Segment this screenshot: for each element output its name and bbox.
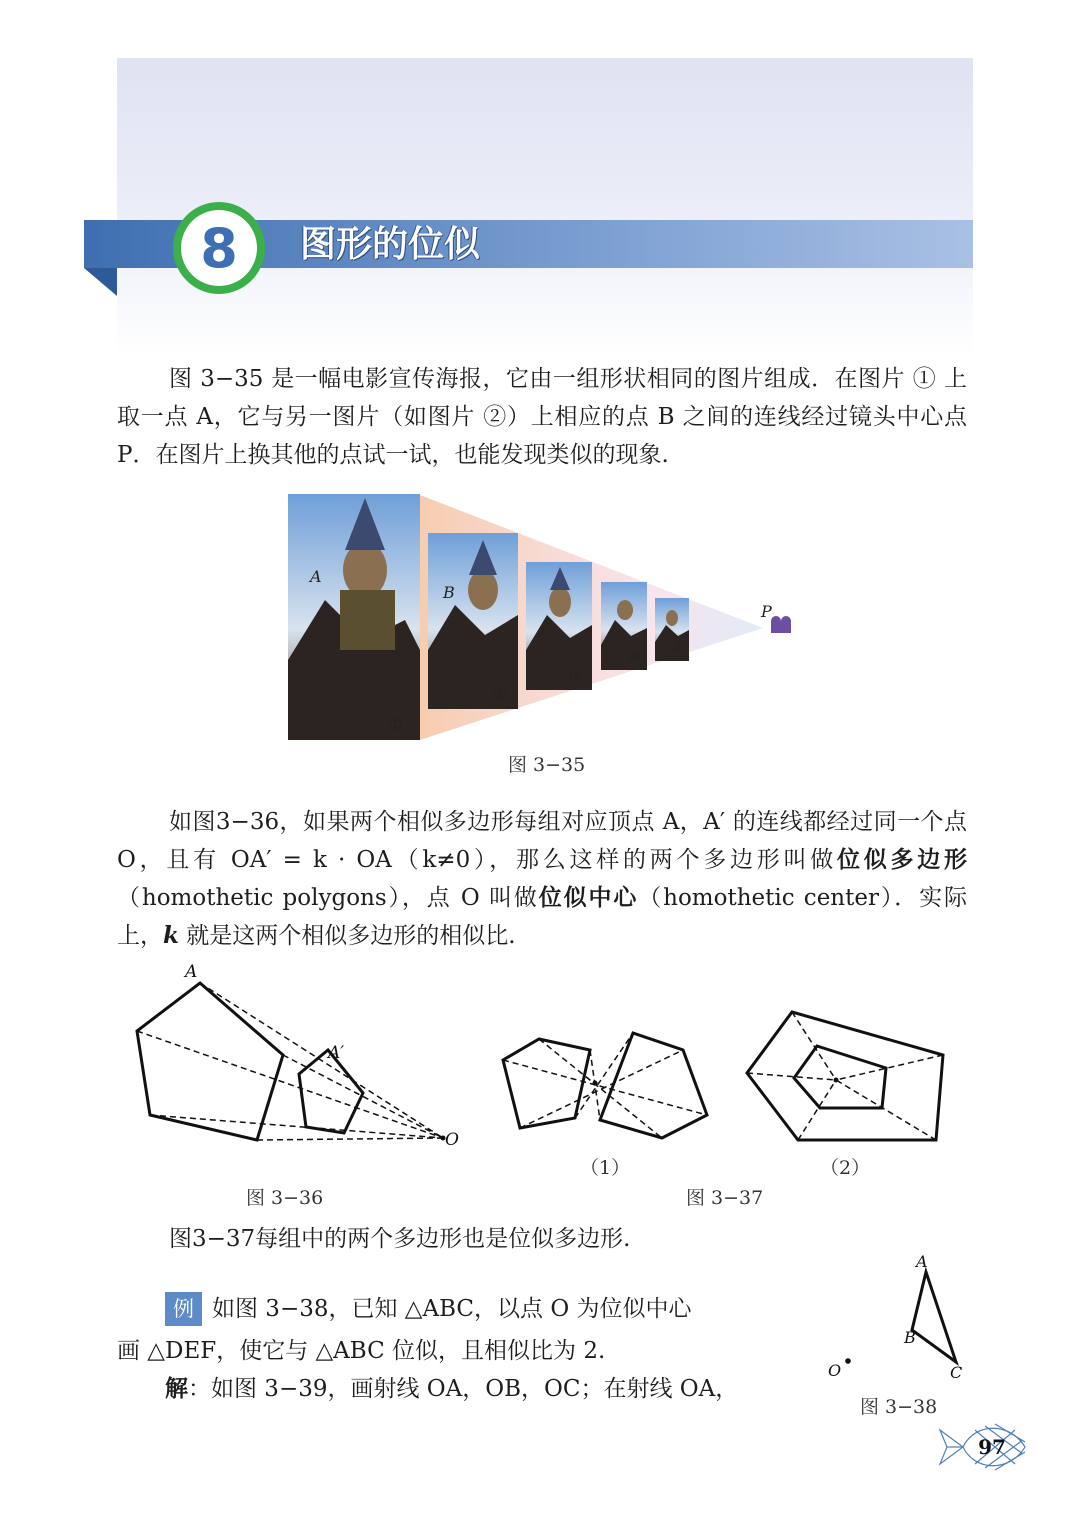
figure-3-37-1-diagram [495,1025,715,1150]
example-text-1: 如图 3−38，已知 △ABC，以点 O 为位似中心 [212,1296,692,1322]
section-number-badge [173,202,265,294]
definition-part-4: 就是这两个相似多边形的相似比. [178,923,516,949]
definition-part-1: 如图3−36，如果两个相似多边形每组对应顶点 A，A′ 的连线都经过同一个点 O，且有 OA′ = k · OA（k≠0），那么这样的两个多边形叫做 [117,809,967,873]
label-o: O [445,1130,459,1150]
picture-label-4: ④ [627,647,642,666]
definition-paragraph [117,803,967,955]
point-label-p: P [761,602,772,621]
solution-line [117,1370,777,1408]
figure-3-37-caption: 图 3−37 [686,1187,764,1209]
example-line-1 [117,1290,777,1328]
figure-3-36-caption: 图 3−36 [246,1187,324,1209]
page-number-fish-emblem [935,1418,1030,1476]
section-number: 8 [181,210,257,286]
header-background [117,58,973,358]
figure-3-36-diagram [125,960,470,1150]
label-b: B [904,1328,916,1347]
note-text: 图3−37每组中的两个多边形也是位似多边形. [169,1226,631,1252]
figure-3-35-poster [285,490,805,745]
camera-icon [771,616,791,633]
large-pentagon [137,983,283,1140]
ratio-k: k [163,922,179,949]
right-pentagon [600,1033,707,1138]
figure-3-37-sub-2: （2） [820,1157,871,1179]
center-point-1 [593,1081,598,1086]
point-label-a: A [310,567,322,586]
solution-label: 解 [165,1376,188,1402]
note-paragraph [169,1220,929,1258]
figure-3-38-diagram [820,1250,970,1385]
center-point-2 [834,1078,839,1083]
example-block [117,1290,777,1408]
outer-pentagon [747,1012,943,1140]
definition-part-2: （homothetic polygons），点 O 叫做 [117,885,539,911]
picture-label-2: ② [493,685,508,704]
label-c: C [950,1363,963,1382]
point-label-b: B [443,583,455,602]
label-a-prime: A′ [328,1043,345,1063]
page-number: 97 [978,1435,1006,1459]
term-homothetic-center: 位似中心 [538,885,639,911]
intro-text: 图 3−35 是一幅电影宣传海报，它由一组形状相同的图片组成．在图片 ① 上取一点 A，它与另一图片（如图片 ②）上相应的点 B 之间的连线经过镜头中心点 P．在图片上换其他的点试一试，也能发现类似的现象. [117,366,967,468]
triangle-abc [912,1272,956,1362]
figure-3-38-caption: 图 3−38 [860,1396,938,1418]
figure-3-37-2-diagram [740,1005,950,1150]
example-tag: 例 [165,1292,202,1326]
figure-3-35-caption: 图 3−35 [508,754,586,776]
dashed-rays [137,983,443,1140]
picture-label-3: ③ [569,666,584,685]
label-a: A [916,1252,928,1271]
solution-text: ：如图 3−39，画射线 OA，OB，OC；在射线 OA， [188,1376,739,1402]
section-title: 图形的位似 [300,224,481,265]
picture-label-1: ① [388,715,403,734]
picture-label-5: ⑤ [670,638,685,657]
point-o [845,1358,851,1364]
inner-pentagon [794,1046,886,1108]
intro-paragraph [117,360,967,474]
label-a: A [185,962,198,982]
example-text-2: 画 △DEF，使它与 △ABC 位似，且相似比为 2. [117,1338,606,1364]
figure-3-37-sub-1: （1） [580,1157,631,1179]
definition-text [117,803,967,955]
poster-picture-1 [288,494,420,740]
term-homothetic-polygons: 位似多边形 [836,847,967,873]
definition-part-3: （homothetic center）．实际上， [117,885,968,949]
poster-picture-2 [428,533,518,709]
label-o: O [828,1361,842,1380]
title-bar-fold [84,268,117,296]
